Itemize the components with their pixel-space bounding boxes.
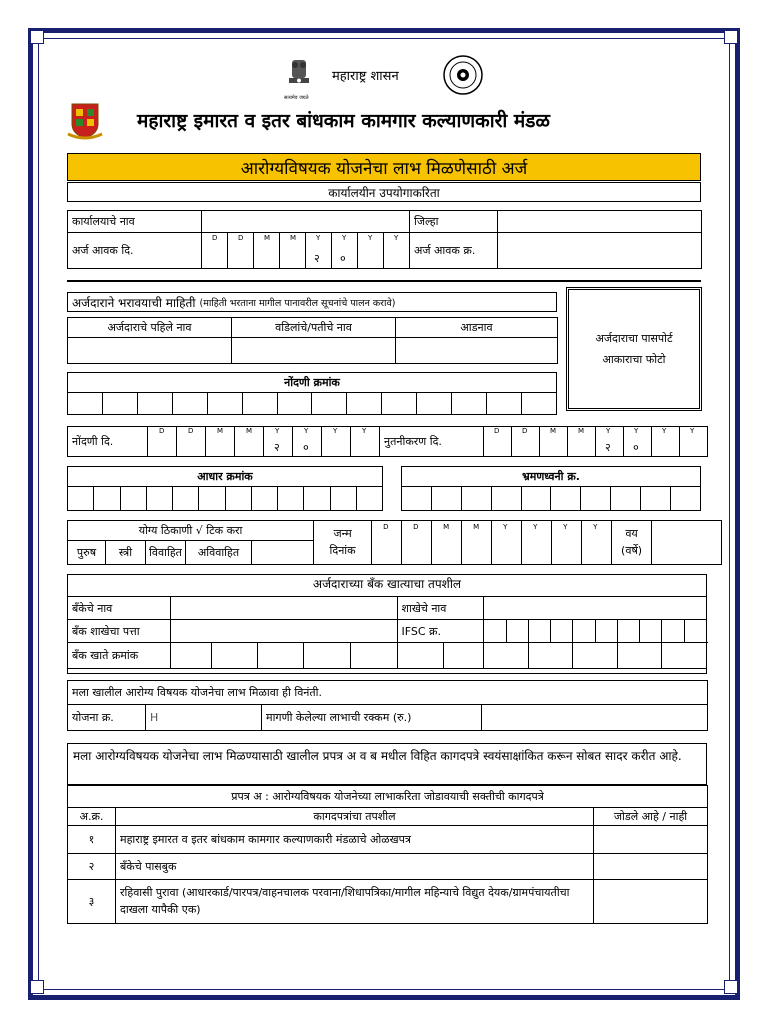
annex-title: प्रपत्र अ : आरोग्यविषयक योजनेच्या लाभाकरिता जोडावयाची सक्तीची कागदपत्रे [68, 786, 708, 808]
ifsc-char-box[interactable] [640, 620, 662, 643]
account-digit-box[interactable] [171, 643, 211, 669]
board-logo-icon [64, 100, 106, 142]
date-box[interactable]: Y २ [306, 233, 332, 269]
amount-label: मागणी केलेल्या लाभाची रक्कम (रु.) [262, 705, 482, 731]
first-name-label: अर्जदाराचे पहिले नाव [68, 318, 232, 338]
registration-digit-box[interactable] [452, 393, 487, 415]
surname-field[interactable] [396, 338, 558, 364]
aadhar-digit-box[interactable] [225, 487, 251, 511]
row-sr: ३ [68, 880, 116, 924]
date-box[interactable]: Y [522, 521, 552, 565]
documents-intro: मला आरोग्यविषयक योजनेचा लाभ मिळण्यासाठी खालील प्रपत्र अ व ब मधील विहित कागदपत्रे स्वयंसाक्षांकित करून सोबत सादर करीत आहे. [67, 743, 707, 785]
applicant-heading [67, 292, 557, 312]
bank-heading: अर्जदाराच्या बँक खात्याचा तपशील [312, 577, 462, 591]
date-box[interactable]: Y ० [332, 233, 358, 269]
government-label: महाराष्ट्र शासन [332, 69, 399, 84]
dob-label: जन्म दिनांक [314, 521, 372, 565]
registration-digit-box[interactable] [172, 393, 207, 415]
photo-label-1: अर्जदाराचा पासपोर्ट [595, 332, 673, 345]
form-title-band [67, 153, 701, 181]
col-sr-header: अ.क्र. [68, 808, 116, 826]
ifsc-char-box[interactable] [662, 620, 684, 643]
account-digit-box[interactable] [662, 643, 707, 669]
attached-field[interactable] [594, 880, 708, 924]
aadhar-digit-box[interactable] [173, 487, 199, 511]
office-name-field[interactable] [202, 211, 410, 233]
account-digit-box[interactable] [258, 643, 304, 669]
date-box[interactable]: M [206, 427, 235, 457]
inward-no-label: अर्ज आवक क्र. [410, 233, 498, 269]
photo-box[interactable] [566, 287, 702, 411]
bank-name-label: बँकेचे नाव [68, 597, 171, 620]
date-box[interactable]: Y [652, 427, 680, 457]
scheme-number-field[interactable]: H [146, 705, 262, 731]
age-field[interactable] [652, 521, 722, 565]
aadhar-digit-box[interactable] [304, 487, 330, 511]
account-digit-box[interactable] [397, 643, 443, 669]
branch-name-label: शाखेचे नाव [397, 597, 484, 620]
ifsc-label: IFSC क्र. [397, 620, 484, 643]
date-box[interactable]: Y [351, 427, 380, 457]
bank-table [67, 596, 707, 669]
board-name: महाराष्ट्र इमारत व इतर बांधकाम कामगार कल्याणकारी मंडळ [137, 110, 550, 132]
ifsc-char-box[interactable] [595, 620, 617, 643]
inward-date-label: अर्ज आवक दि. [68, 233, 202, 269]
inward-no-field[interactable] [498, 233, 702, 269]
mobile-digit-box[interactable] [671, 487, 701, 511]
table-row [68, 826, 708, 854]
unmarried-option[interactable]: अविवाहित [186, 541, 252, 565]
registration-digit-box[interactable] [102, 393, 137, 415]
national-emblem-icon [284, 56, 314, 96]
date-box[interactable]: M [280, 233, 306, 269]
date-box[interactable]: Y [322, 427, 351, 457]
mobile-digit-box[interactable] [402, 487, 432, 511]
col-attached-header: जोडले आहे / नाही [594, 808, 708, 826]
registration-dates-table [67, 426, 708, 457]
mobile-digit-box[interactable] [611, 487, 641, 511]
emblem-caption: सत्यमेव जयते [284, 95, 309, 101]
ifsc-char-box[interactable] [617, 620, 639, 643]
maharashtra-seal-icon [442, 54, 484, 96]
branch-address-field[interactable] [171, 620, 397, 643]
ifsc-char-box[interactable] [684, 620, 706, 643]
date-box[interactable]: Y [492, 521, 522, 565]
registration-digit-box[interactable] [68, 393, 103, 415]
aadhar-digit-box[interactable] [278, 487, 304, 511]
section-divider [67, 280, 701, 282]
registration-digit-box[interactable] [382, 393, 417, 415]
registration-digit-box[interactable] [277, 393, 312, 415]
aadhar-digit-box[interactable] [199, 487, 225, 511]
branch-address-label: बँक शाखेचा पत्ता [68, 620, 171, 643]
mobile-label: भ्रमणध्वनी क्र. [402, 467, 701, 487]
mobile-digit-box[interactable] [581, 487, 611, 511]
date-box[interactable]: M [540, 427, 568, 457]
corner-ornament [30, 30, 44, 44]
photo-label-2: आकाराचा फोटो [602, 353, 666, 366]
date-box[interactable]: M [568, 427, 596, 457]
date-box[interactable]: Y [384, 233, 410, 269]
ifsc-char-box[interactable] [551, 620, 573, 643]
branch-name-field[interactable] [484, 597, 707, 620]
row-sr: २ [68, 854, 116, 880]
aadhar-digit-box[interactable] [68, 487, 94, 511]
personal-details-table [67, 520, 722, 565]
registration-digit-box[interactable] [207, 393, 242, 415]
date-box[interactable]: D [512, 427, 540, 457]
registration-number-label: नोंदणी क्रमांक [68, 373, 557, 393]
aadhar-digit-box[interactable] [356, 487, 382, 511]
surname-label: आडनाव [396, 318, 558, 338]
request-table [67, 680, 708, 731]
mobile-digit-box[interactable] [491, 487, 521, 511]
account-digit-box[interactable] [350, 643, 397, 669]
row-text: रहिवासी पुरावा (आधारकार्ड/पारपत्र/वाहनचालक परवाना/शिधापत्रिका/मागील महिन्याचे विद्युत देयक/ग्रामपंचायतीचा दाखला यापैकी एक) [116, 880, 594, 924]
name-table [67, 317, 558, 364]
office-use-heading [67, 182, 701, 202]
row-text: बँकेचे पासबुक [116, 854, 594, 880]
mobile-digit-box[interactable] [431, 487, 461, 511]
tick-box[interactable] [252, 541, 314, 565]
applicant-heading-note: (माहिती भरताना मागील पानावरील सूचनांचे पालन करावे) [199, 297, 396, 309]
date-box[interactable]: Y [582, 521, 612, 565]
date-box[interactable]: D [484, 427, 512, 457]
documents-table [67, 785, 708, 924]
aadhar-digit-box[interactable] [330, 487, 356, 511]
corner-ornament [30, 980, 44, 994]
date-box[interactable]: Y [552, 521, 582, 565]
scheme-number-label: योजना क्र. [68, 705, 146, 731]
account-digit-box[interactable] [573, 643, 617, 669]
mobile-table [401, 466, 701, 511]
registration-number-table [67, 372, 557, 415]
ifsc-char-box[interactable] [484, 620, 506, 643]
gender-female-option[interactable]: स्त्री [106, 541, 146, 565]
tick-instruction: योग्य ठिकाणी √ टिक करा [68, 521, 314, 541]
date-box[interactable]: M [432, 521, 462, 565]
account-digit-box[interactable] [528, 643, 572, 669]
col-details-header: कागदपत्रांचा तपशील [116, 808, 594, 826]
aadhar-table [67, 466, 383, 511]
aadhar-digit-box[interactable] [251, 487, 277, 511]
request-line: मला खालील आरोग्य विषयक योजनेचा लाभ मिळावा ही विनंती. [68, 681, 708, 705]
account-digit-box[interactable] [484, 643, 528, 669]
date-box[interactable]: D [372, 521, 402, 565]
form-title: आरोग्यविषयक योजनेचा लाभ मिळणेसाठी अर्ज [240, 158, 528, 179]
date-box[interactable]: Y [680, 427, 708, 457]
office-use-heading-text: कार्यालयीन उपयोगाकरिता [328, 185, 440, 200]
father-name-field[interactable] [232, 338, 396, 364]
renewal-date-label: नुतनीकरण दि. [380, 427, 484, 457]
aadhar-label: आधार क्रमांक [68, 467, 383, 487]
office-name-label: कार्यालयाचे नाव [68, 211, 202, 233]
registration-digit-box[interactable] [312, 393, 347, 415]
date-box[interactable]: Y ० [293, 427, 322, 457]
date-box[interactable]: D [402, 521, 432, 565]
date-box[interactable]: Y २ [264, 427, 293, 457]
father-name-label: वडिलांचे/पतीचे नाव [232, 318, 396, 338]
age-label: वय (वर्षे) [612, 521, 652, 565]
applicant-heading-text: अर्जदाराने भरावयाची माहिती [72, 295, 196, 310]
registration-digit-box[interactable] [242, 393, 277, 415]
mobile-digit-box[interactable] [641, 487, 671, 511]
district-field[interactable] [498, 211, 702, 233]
date-box[interactable]: D [202, 233, 228, 269]
attached-field[interactable] [594, 854, 708, 880]
bank-name-field[interactable] [171, 597, 397, 620]
date-box[interactable]: M [254, 233, 280, 269]
date-box[interactable]: M [235, 427, 264, 457]
aadhar-digit-box[interactable] [120, 487, 146, 511]
account-digit-box[interactable] [304, 643, 350, 669]
first-name-field[interactable] [68, 338, 232, 364]
district-label: जिल्हा [410, 211, 498, 233]
date-box[interactable]: Y ० [624, 427, 652, 457]
corner-ornament [724, 980, 738, 994]
date-box[interactable]: D [148, 427, 177, 457]
account-digit-box[interactable] [444, 643, 484, 669]
attached-field[interactable] [594, 826, 708, 854]
registration-digit-box[interactable] [347, 393, 382, 415]
aadhar-digit-box[interactable] [94, 487, 120, 511]
registration-date-label: नोंदणी दि. [68, 427, 148, 457]
account-digit-box[interactable] [617, 643, 661, 669]
table-row [68, 854, 708, 880]
row-text: महाराष्ट्र इमारत व इतर बांधकाम कामगार कल्याणकारी मंडळाचे ओळखपत्र [116, 826, 594, 854]
ifsc-char-box[interactable] [528, 620, 550, 643]
registration-digit-box[interactable] [521, 393, 556, 415]
aadhar-digit-box[interactable] [146, 487, 172, 511]
date-box[interactable]: D [177, 427, 206, 457]
registration-digit-box[interactable] [137, 393, 172, 415]
date-box[interactable]: Y [358, 233, 384, 269]
gender-male-option[interactable]: पुरुष [68, 541, 106, 565]
date-box[interactable]: D [228, 233, 254, 269]
account-digit-box[interactable] [211, 643, 257, 669]
office-use-table [67, 210, 702, 269]
date-box[interactable]: Y २ [596, 427, 624, 457]
ifsc-char-box[interactable] [506, 620, 528, 643]
table-row [68, 880, 708, 924]
registration-digit-box[interactable] [417, 393, 452, 415]
ifsc-char-box[interactable] [573, 620, 595, 643]
mobile-digit-box[interactable] [461, 487, 491, 511]
registration-digit-box[interactable] [487, 393, 522, 415]
row-sr: १ [68, 826, 116, 854]
amount-field[interactable] [482, 705, 708, 731]
date-box[interactable]: M [462, 521, 492, 565]
mobile-digit-box[interactable] [521, 487, 551, 511]
married-option[interactable]: विवाहित [146, 541, 186, 565]
corner-ornament [724, 30, 738, 44]
account-number-label: बँक खाते क्रमांक [68, 643, 171, 669]
mobile-digit-box[interactable] [551, 487, 581, 511]
